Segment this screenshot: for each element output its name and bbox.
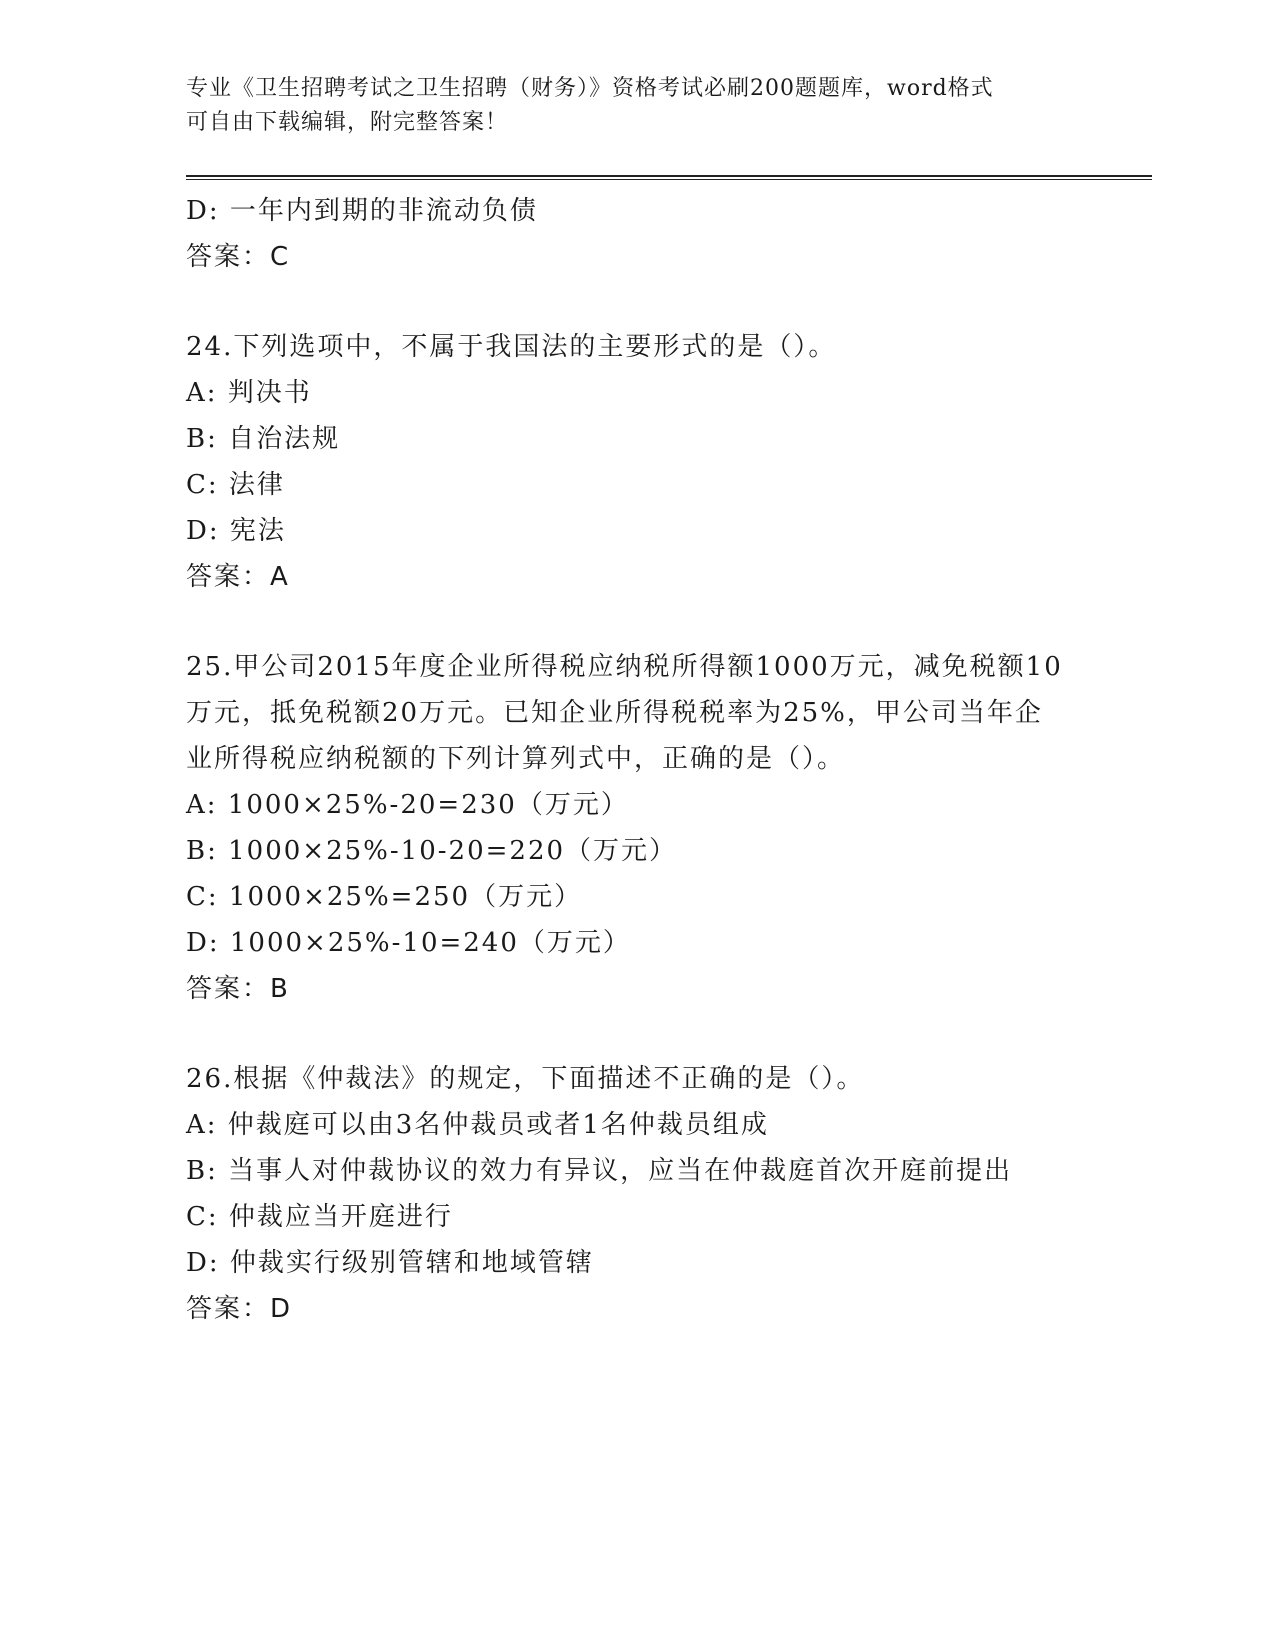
spacer bbox=[186, 600, 1086, 644]
option-b: B: 当事人对仲裁协议的效力有异议，应当在仲裁庭首次开庭前提出 bbox=[186, 1156, 1013, 1186]
question-stem: 26.根据《仲裁法》的规定，下面描述不正确的是（）。 bbox=[186, 1064, 865, 1094]
option-d: D: 一年内到期的非流动负债 bbox=[186, 196, 538, 226]
header-line-2: 可自由下载编辑，附完整答案！ bbox=[186, 110, 509, 135]
answer-line: 答案：A bbox=[186, 562, 290, 592]
question-stem-line-1: 25.甲公司2015年度企业所得税应纳税所得额1000万元，减免税额10 bbox=[186, 652, 1063, 682]
document-header bbox=[186, 72, 1086, 140]
answer-line: 答案：B bbox=[186, 974, 290, 1004]
question-stem-line-2: 万元，抵免税额20万元。已知企业所得税税率为25%，甲公司当年企 bbox=[186, 698, 1043, 728]
header-line-1: 专业《卫生招聘考试之卫生招聘（财务）》资格考试必刷200题题库，word格式 bbox=[186, 76, 994, 101]
header-divider bbox=[186, 175, 1152, 180]
question-24 bbox=[186, 324, 1086, 600]
spacer bbox=[186, 280, 1086, 324]
option-c: C: 1000×25%=250（万元） bbox=[186, 882, 583, 912]
option-a: A: 判决书 bbox=[186, 378, 312, 408]
spacer bbox=[186, 1012, 1086, 1056]
answer-line: 答案：D bbox=[186, 1294, 293, 1324]
option-b: B: 1000×25%-10-20=220（万元） bbox=[186, 836, 678, 866]
answer-line: 答案：C bbox=[186, 242, 291, 272]
question-26 bbox=[186, 1056, 1086, 1332]
option-a: A: 1000×25%-20=230（万元） bbox=[186, 790, 629, 820]
question-stem: 24.下列选项中，不属于我国法的主要形式的是（）。 bbox=[186, 332, 837, 362]
question-stem-line-3: 业所得税应纳税额的下列计算列式中，正确的是（）。 bbox=[186, 744, 846, 774]
option-b: B: 自治法规 bbox=[186, 424, 341, 454]
option-d: D: 仲裁实行级别管辖和地域管辖 bbox=[186, 1248, 594, 1278]
option-c: C: 法律 bbox=[186, 470, 285, 500]
option-c: C: 仲裁应当开庭进行 bbox=[186, 1202, 453, 1232]
option-a: A: 仲裁庭可以由3名仲裁员或者1名仲裁员组成 bbox=[186, 1110, 769, 1140]
option-d: D: 1000×25%-10=240（万元） bbox=[186, 928, 631, 958]
document-body bbox=[186, 188, 1086, 1332]
option-d: D: 宪法 bbox=[186, 516, 286, 546]
question-25 bbox=[186, 644, 1086, 1012]
